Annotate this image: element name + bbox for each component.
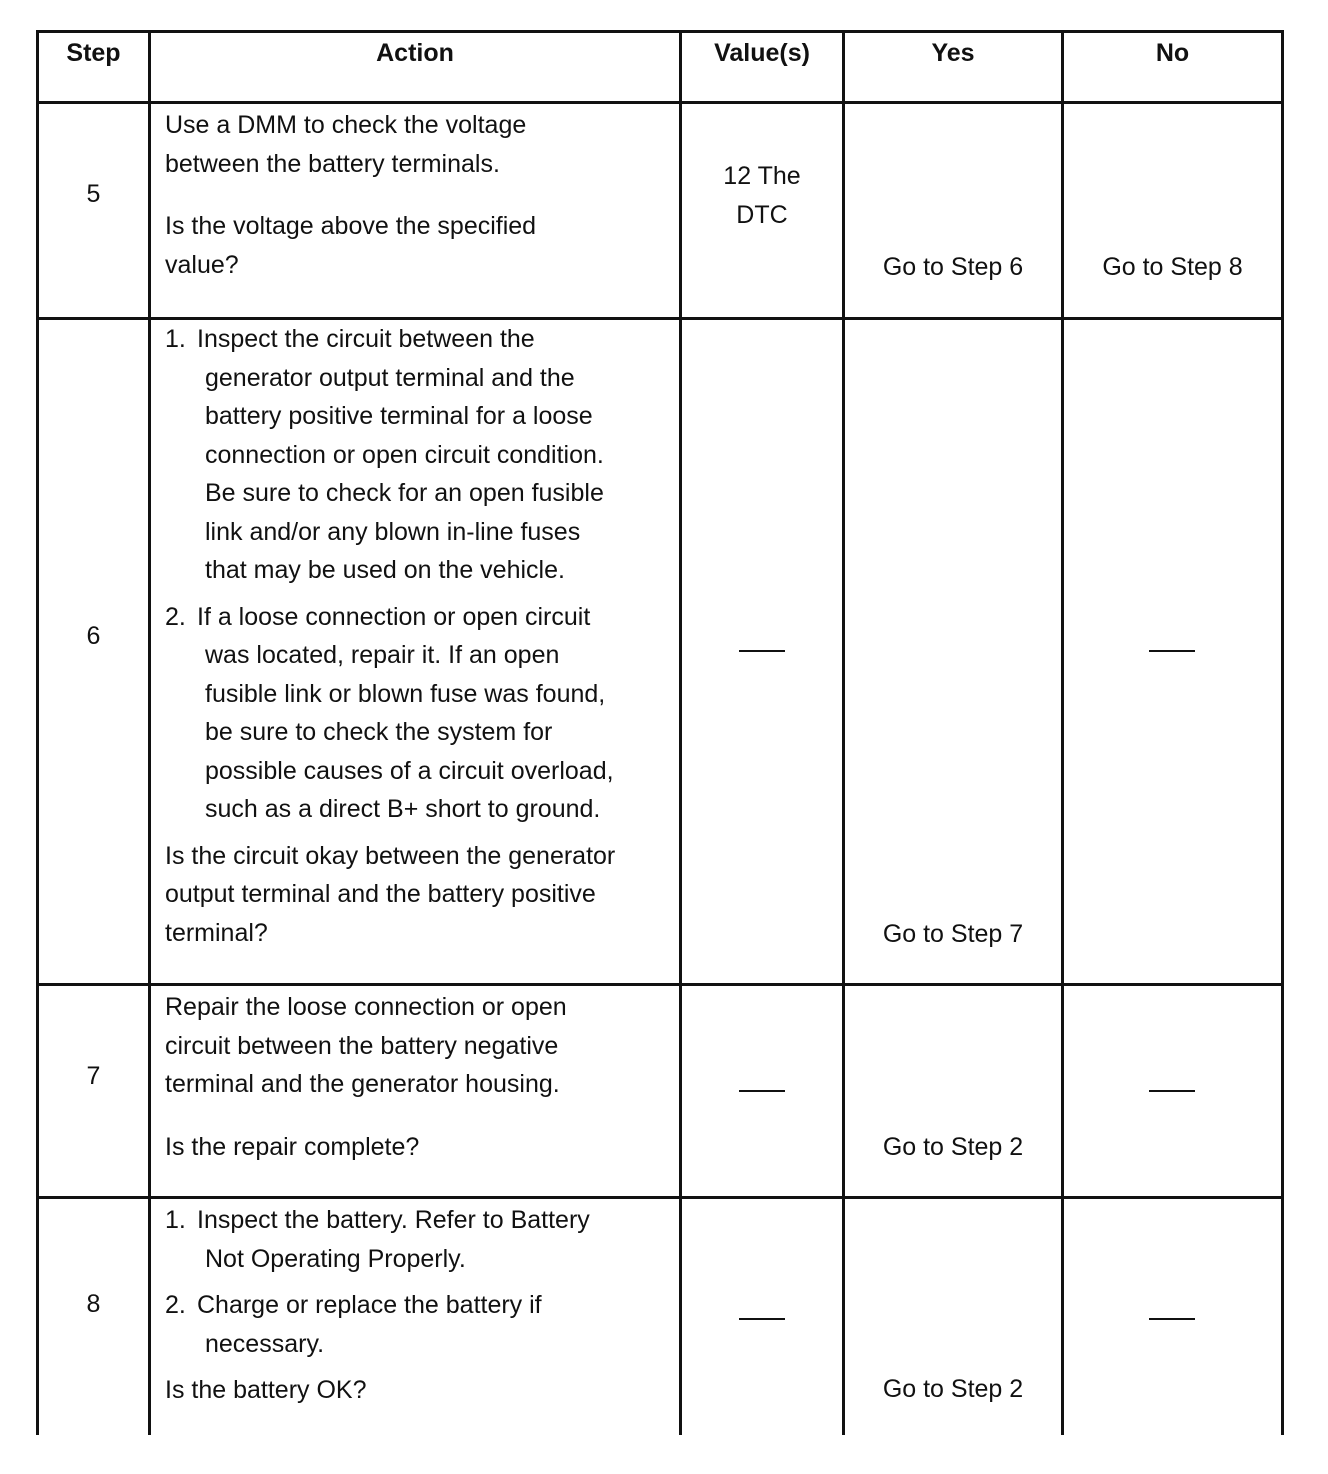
row7-action-line2: circuit between the battery negative xyxy=(165,1031,559,1060)
row5-question-line2: value? xyxy=(165,250,239,279)
table-rule-col4 xyxy=(1061,30,1064,1435)
row6-item2-line2: was located, repair it. If an open xyxy=(205,641,560,669)
row6-item1-line5: Be sure to check for an open fusible xyxy=(205,479,604,507)
row6-item1-line2: generator output terminal and the xyxy=(205,363,575,392)
row6-item2-line5: possible causes of a circuit overload, xyxy=(205,756,614,785)
row8-item1-line2: Not Operating Properly. xyxy=(205,1244,466,1273)
row7-no-dash xyxy=(1149,1090,1195,1092)
row6-yes: Go to Step 7 xyxy=(882,920,1024,948)
row6-item2-line6: such as a direct B+ short to ground. xyxy=(205,795,601,823)
row6-item1-line6: link and/or any blown in-line fuses xyxy=(205,517,581,546)
row7-yes: Go to Step 2 xyxy=(882,1133,1024,1161)
diagnostic-table xyxy=(36,30,1284,1450)
row6-step: 6 xyxy=(86,622,101,650)
row6-item2-line4: be sure to check the system for xyxy=(205,718,553,746)
row7-action-line1: Repair the loose connection or open xyxy=(165,993,567,1021)
row6-item1 xyxy=(165,320,675,590)
row8-item2-line2: necessary. xyxy=(205,1329,325,1358)
row7-value-dash xyxy=(739,1090,785,1092)
row7-question-line1: Is the repair complete? xyxy=(165,1132,420,1161)
row8-item2 xyxy=(165,1286,675,1363)
header-values: Value(s) xyxy=(714,39,810,67)
row8-item1-num: 1. xyxy=(165,1206,186,1234)
row8-item1-line1: Inspect the battery. Refer to Battery xyxy=(197,1206,590,1234)
row5-no: Go to Step 8 xyxy=(1102,253,1243,281)
row6-question-line1: Is the circuit okay between the generator xyxy=(165,841,616,870)
row8-item2-line1: Charge or replace the battery if xyxy=(197,1291,542,1319)
table-rule-left xyxy=(36,30,39,1435)
header-action: Action xyxy=(376,39,454,67)
row6-item1-line4: connection or open circuit condition. xyxy=(205,440,604,469)
row8-item1 xyxy=(165,1201,675,1278)
row5-value xyxy=(682,157,842,234)
row5-step: 5 xyxy=(86,180,101,208)
row8-value-dash xyxy=(739,1318,785,1320)
row8-item2-num: 2. xyxy=(165,1291,186,1319)
table-rule-col2 xyxy=(679,30,682,1435)
row6-item2 xyxy=(165,598,675,829)
table-rule-col1 xyxy=(148,30,151,1435)
row7-step: 7 xyxy=(86,1062,101,1090)
row6-question-line2: output terminal and the battery positive xyxy=(165,880,596,908)
row5-action-line1: Use a DMM to check the voltage xyxy=(165,111,527,139)
row5-question-line1: Is the voltage above the specified xyxy=(165,212,537,240)
row6-item1-line1: Inspect the circuit between the xyxy=(197,325,535,353)
row7-action-line3: terminal and the generator housing. xyxy=(165,1070,560,1098)
row8-yes: Go to Step 2 xyxy=(882,1375,1024,1403)
row6-item2-line1: If a loose connection or open circuit xyxy=(197,602,591,631)
row5-value-line1: 12 The xyxy=(723,162,801,190)
row6-question-line3: terminal? xyxy=(165,918,268,947)
row6-action xyxy=(165,320,675,952)
row5-action xyxy=(165,106,675,284)
table-rule-col3 xyxy=(842,30,845,1435)
header-no: No xyxy=(1155,39,1190,67)
row6-item1-num: 1. xyxy=(165,325,186,353)
row6-value-dash xyxy=(739,650,785,652)
row6-item2-line3: fusible link or blown fuse was found, xyxy=(205,679,606,708)
table-rule-right xyxy=(1281,30,1284,1435)
table-rule-row6 xyxy=(36,983,1284,986)
row6-item1-line7: that may be used on the vehicle. xyxy=(205,556,565,584)
row6-item1-line3: battery positive terminal for a loose xyxy=(205,402,593,430)
row6-no-dash xyxy=(1149,650,1195,652)
row5-yes: Go to Step 6 xyxy=(882,253,1024,281)
row8-action xyxy=(165,1201,675,1410)
row8-question-line1: Is the battery OK? xyxy=(165,1376,367,1404)
row8-no-dash xyxy=(1149,1318,1195,1320)
header-step: Step xyxy=(66,39,121,67)
row6-item2-num: 2. xyxy=(165,602,186,631)
row7-action xyxy=(165,988,675,1166)
row5-value-line2: DTC xyxy=(736,200,788,229)
table-rule-header xyxy=(36,101,1284,104)
table-rule-row7 xyxy=(36,1196,1284,1199)
row8-step: 8 xyxy=(86,1290,101,1318)
header-yes: Yes xyxy=(931,39,975,67)
row5-action-line2: between the battery terminals. xyxy=(165,149,500,178)
